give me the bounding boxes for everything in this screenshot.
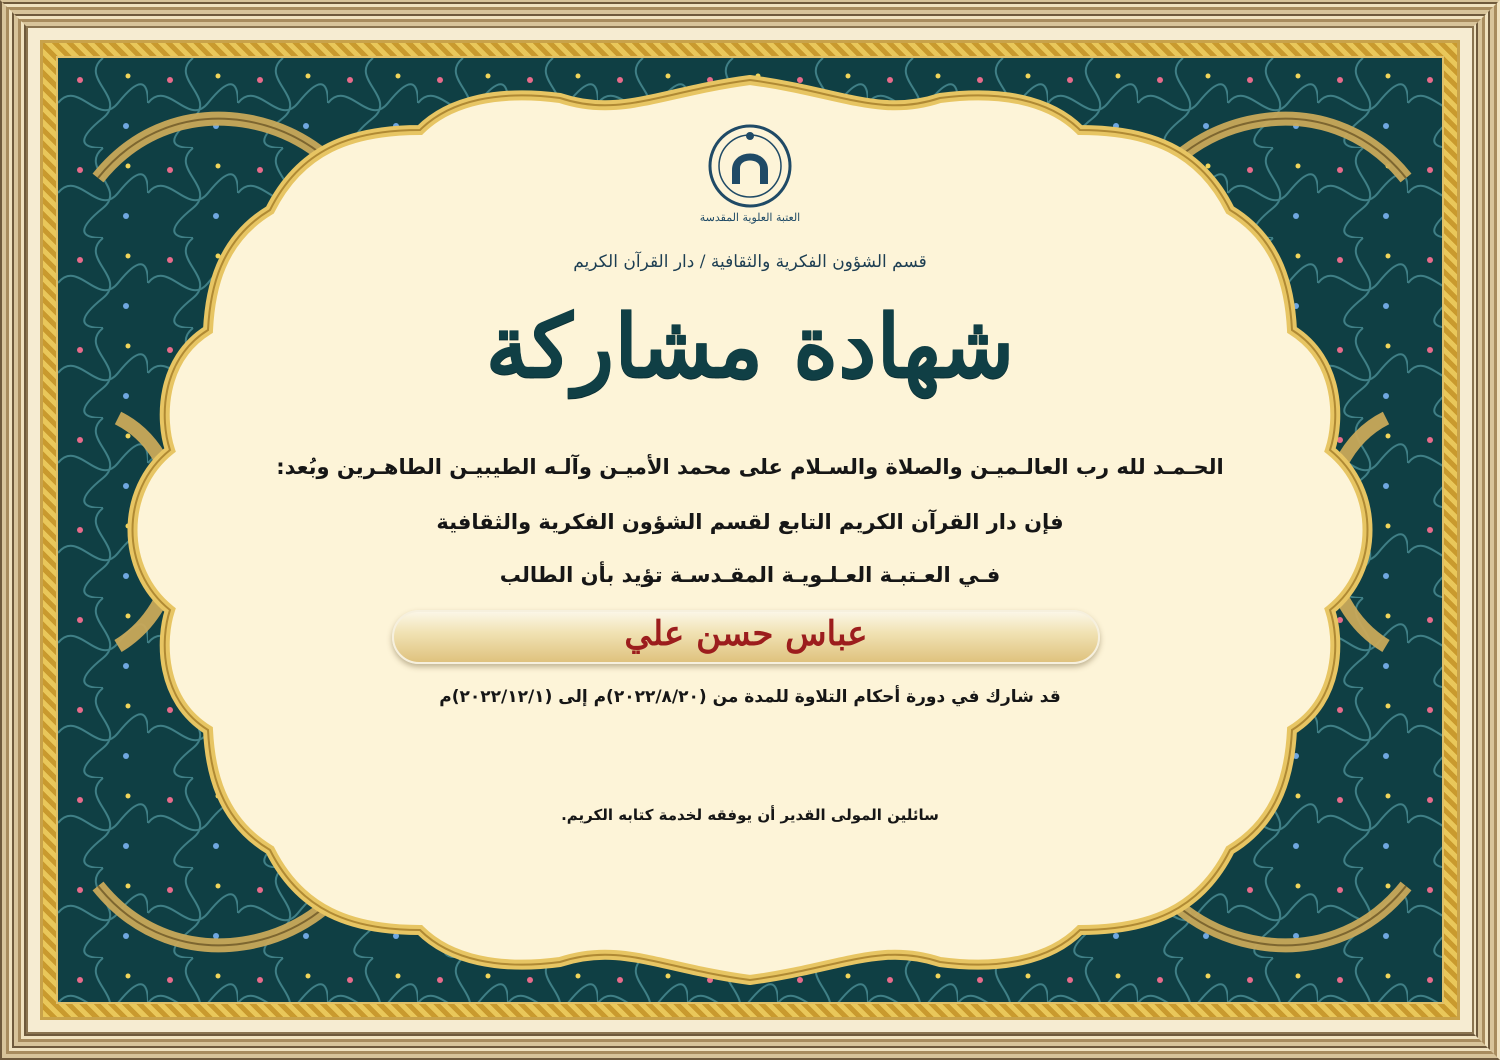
closing-prayer: سائلين المولى القدير أن يوفقه لخدمة كتابه الكريم.	[561, 806, 939, 824]
emblem-text: العتبة العلوية المقدسة	[699, 211, 801, 224]
shrine-confirmation-line: فـي العـتبـة العـلـويـة المقـدسـة تؤيد بأن الطالب	[499, 563, 1001, 587]
shrine-emblem-logo	[688, 118, 813, 228]
department-subheading: قسم الشؤون الفكرية والثقافية / دار القرآن الكريم	[573, 252, 927, 272]
student-name: عباس حسن علي	[624, 614, 868, 654]
institution-line: فإن دار القرآن الكريم التابع لقسم الشؤون الفكرية والثقافية	[436, 510, 1064, 534]
opening-praise: الحـمـد لله رب العالـميـن والصلاة والسـلام على محمد الأميـن وآلـه الطيبيـن الطاهـرين وبُعد:	[276, 455, 1224, 479]
course-period-line: قد شارك في دورة أحكام التلاوة للمدة من (٢٠٢٢/٨/٢٠)م إلى (٢٠٢٢/١٢/١)م	[439, 687, 1061, 707]
certificate-title: شهادة مشاركة	[485, 296, 1015, 397]
